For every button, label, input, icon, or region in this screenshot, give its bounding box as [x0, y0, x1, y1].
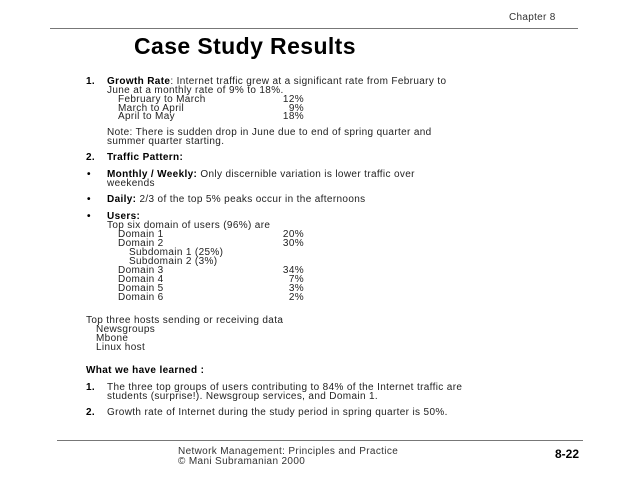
- growth-note: Note: There is sudden drop in June due to end of spring quarter and: [107, 127, 432, 138]
- domain-pct: 3%: [288, 283, 304, 294]
- subdomain: Subdomain 2 (3%): [129, 256, 218, 267]
- growth-period: April to May: [118, 111, 175, 122]
- host-item: Mbone: [96, 333, 129, 344]
- growth-text: : Internet traffic grew at a significant rate from February to: [170, 76, 447, 87]
- learned-item-line1: The three top groups of users contributing to 84% of the Internet traffic are: [107, 382, 463, 393]
- learned-item-line2: students (surprise!). Newsgroup services, and Domain 1.: [107, 391, 379, 402]
- daily-text: 2/3 of the top 5% peaks occur in the afternoons: [136, 194, 366, 205]
- daily-paragraph: [107, 195, 366, 205]
- learned-item-line1: Growth rate of Internet during the study period in spring quarter is 50%.: [107, 407, 448, 418]
- footer-divider: [57, 440, 583, 441]
- domain-name: Domain 2: [118, 238, 164, 249]
- growth-period: February to March: [118, 94, 206, 105]
- users-intro: Top six domain of users (96%) are: [107, 220, 271, 231]
- domain-pct: 34%: [282, 265, 304, 276]
- domain-pct: 30%: [282, 238, 304, 249]
- page-number: 8-22: [555, 447, 580, 461]
- domain-name: Domain 1: [118, 229, 164, 240]
- footer-copyright: © Mani Subramanian 2000: [178, 456, 306, 467]
- monthly-label: Monthly / Weekly:: [107, 169, 198, 180]
- growth-period: March to April: [118, 103, 185, 114]
- host-item: Newsgroups: [96, 324, 156, 335]
- chapter-label: Chapter 8: [509, 12, 556, 23]
- monthly-text-line2: weekends: [107, 178, 155, 189]
- growth-note-line2: summer quarter starting.: [107, 136, 225, 147]
- bullet-icon: •: [87, 169, 91, 180]
- traffic-heading: Traffic Pattern:: [107, 152, 184, 163]
- host-item: Linux host: [96, 342, 146, 353]
- domain-name: Domain 6: [118, 292, 164, 303]
- learned-heading: What we have learned :: [86, 365, 205, 376]
- domain-name: Domain 5: [118, 283, 164, 294]
- bullet-icon: •: [87, 194, 91, 205]
- domain-pct: 2%: [288, 292, 304, 303]
- subdomain: Subdomain 1 (25%): [129, 247, 224, 258]
- domain-name: Domain 3: [118, 265, 164, 276]
- hosts-intro: Top three hosts sending or receiving data: [86, 315, 284, 326]
- daily-label: Daily:: [107, 194, 137, 205]
- growth-label: Growth Rate: [107, 76, 171, 87]
- header-divider: [50, 28, 578, 29]
- domain-name: Domain 4: [118, 274, 164, 285]
- learned-number: 2.: [86, 407, 96, 418]
- bullet-icon: •: [87, 211, 91, 222]
- page-title: Case Study Results: [134, 33, 356, 59]
- footer-book-title: Network Management: Principles and Practice: [178, 446, 399, 457]
- users-label: Users:: [107, 211, 141, 222]
- domain-pct: 20%: [282, 229, 304, 240]
- growth-text-line2: June at a monthly rate of 9% to 18%.: [107, 85, 284, 96]
- monthly-text: Only discernible variation is lower traffic over: [197, 169, 415, 180]
- learned-number: 1.: [86, 382, 96, 393]
- growth-rate: 9%: [288, 103, 304, 114]
- growth-rate: 18%: [282, 111, 304, 122]
- domain-pct: 7%: [288, 274, 304, 285]
- section-number: 1.: [86, 76, 96, 87]
- section-number: 2.: [86, 152, 96, 163]
- growth-rate: 12%: [282, 94, 304, 105]
